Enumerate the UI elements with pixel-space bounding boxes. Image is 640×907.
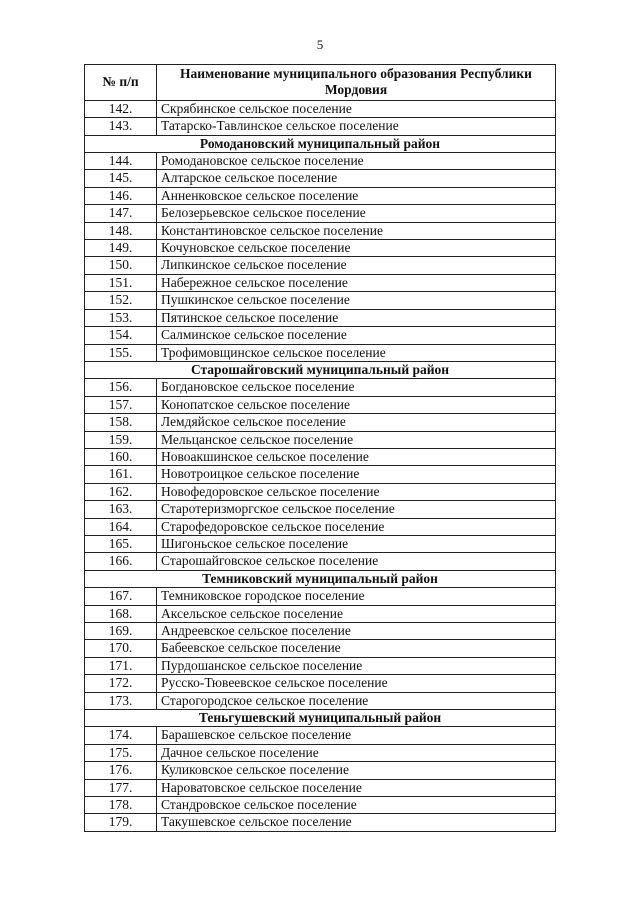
district-title: Старошайговский муниципальный район [85,361,556,378]
table-row [85,518,556,535]
municipality-name: Андреевское сельское поселение [157,623,556,640]
municipality-name: Такушевское сельское поселение [157,814,556,831]
row-number: 146. [85,187,157,204]
row-number: 167. [85,588,157,605]
municipality-name: Пушкинское сельское поселение [157,292,556,309]
municipality-name: Новофедоровское сельское поселение [157,483,556,500]
row-number: 178. [85,797,157,814]
municipality-name: Пурдошанское сельское поселение [157,657,556,674]
table-row [85,257,556,274]
municipality-name: Новотроицкое сельское поселение [157,466,556,483]
table-row [85,535,556,552]
table-row [85,396,556,413]
municipality-name: Старотеризморгское сельское поселение [157,501,556,518]
row-number: 152. [85,292,157,309]
table-row [85,292,556,309]
table-row [85,727,556,744]
municipality-name: Стандровское сельское поселение [157,797,556,814]
table-row [85,501,556,518]
row-number: 162. [85,483,157,500]
row-number: 145. [85,170,157,187]
municipality-name: Алтарское сельское поселение [157,170,556,187]
row-number: 143. [85,118,157,135]
municipality-name: Ромодановское сельское поселение [157,153,556,170]
table-row [85,623,556,640]
table-row [85,118,556,135]
page-number: 5 [316,37,324,52]
table-row [85,657,556,674]
table-row [85,779,556,796]
table-row [85,744,556,761]
row-number: 163. [85,501,157,518]
municipality-name: Лемдяйское сельское поселение [157,414,556,431]
row-number: 174. [85,727,157,744]
table-row [85,588,556,605]
row-number: 176. [85,762,157,779]
row-number: 168. [85,605,157,622]
row-number: 148. [85,222,157,239]
municipality-name: Нароватовское сельское поселение [157,779,556,796]
row-number: 156. [85,379,157,396]
district-title: Ромодановский муниципальный район [85,135,556,152]
municipality-name: Кочуновское сельское поселение [157,240,556,257]
table-row [85,205,556,222]
table-row [85,640,556,657]
district-title: Теньгушевский муниципальный район [85,710,556,727]
row-number: 179. [85,814,157,831]
row-number: 151. [85,274,157,291]
row-number: 169. [85,623,157,640]
municipality-name: Аксельское сельское поселение [157,605,556,622]
row-number: 160. [85,448,157,465]
municipality-name: Старошайговское сельское поселение [157,553,556,570]
column-header-name: Наименование муниципального образования Республики Мордовия [157,65,556,101]
row-number: 154. [85,327,157,344]
municipality-name: Русско-Тювеевское сельское поселение [157,675,556,692]
district-section-row [85,570,556,587]
table-row [85,414,556,431]
table-row [85,327,556,344]
row-number: 161. [85,466,157,483]
table-row [85,675,556,692]
row-number: 149. [85,240,157,257]
row-number: 158. [85,414,157,431]
municipality-name: Шигоньское сельское поселение [157,535,556,552]
table-row [85,379,556,396]
municipality-name: Конопатское сельское поселение [157,396,556,413]
row-number: 142. [85,100,157,117]
row-number: 153. [85,309,157,326]
table-row [85,240,556,257]
table-row [85,762,556,779]
table-row [85,605,556,622]
table-row [85,431,556,448]
table-row [85,187,556,204]
table-row [85,344,556,361]
table-body [85,100,556,831]
row-number: 175. [85,744,157,761]
municipality-name: Липкинское сельское поселение [157,257,556,274]
table-row [85,814,556,831]
district-title: Темниковский муниципальный район [85,570,556,587]
row-number: 170. [85,640,157,657]
municipality-name: Пятинское сельское поселение [157,309,556,326]
row-number: 164. [85,518,157,535]
row-number: 171. [85,657,157,674]
table-header-row [85,65,556,101]
district-section-row [85,361,556,378]
row-number: 157. [85,396,157,413]
table-row [85,309,556,326]
municipality-name: Богдановское сельское поселение [157,379,556,396]
table-row [85,100,556,117]
municipality-name: Набережное сельское поселение [157,274,556,291]
table-row [85,222,556,239]
row-number: 159. [85,431,157,448]
municipality-name: Старогородское сельское поселение [157,692,556,709]
table-row [85,274,556,291]
municipalities-table [84,64,556,832]
municipality-name: Татарско-Тавлинское сельское поселение [157,118,556,135]
row-number: 166. [85,553,157,570]
table-row [85,553,556,570]
municipality-name: Дачное сельское поселение [157,744,556,761]
table-row [85,170,556,187]
municipality-name: Трофимовщинское сельское поселение [157,344,556,361]
municipality-name: Скрябинское сельское поселение [157,100,556,117]
table-row [85,153,556,170]
table-row [85,448,556,465]
municipality-name: Белозерьевское сельское поселение [157,205,556,222]
district-section-row [85,135,556,152]
row-number: 165. [85,535,157,552]
column-header-number: № п/п [85,65,157,101]
row-number: 155. [85,344,157,361]
municipality-name: Анненковское сельское поселение [157,187,556,204]
table-row [85,466,556,483]
municipality-name: Новоакшинское сельское поселение [157,448,556,465]
row-number: 177. [85,779,157,796]
table-row [85,797,556,814]
municipality-name: Бабеевское сельское поселение [157,640,556,657]
municipality-name: Темниковское городское поселение [157,588,556,605]
municipality-name: Старофедоровское сельское поселение [157,518,556,535]
municipality-name: Куликовское сельское поселение [157,762,556,779]
municipality-name: Салминское сельское поселение [157,327,556,344]
row-number: 147. [85,205,157,222]
row-number: 173. [85,692,157,709]
district-section-row [85,710,556,727]
row-number: 172. [85,675,157,692]
row-number: 144. [85,153,157,170]
table-row [85,692,556,709]
municipality-name: Мельцанское сельское поселение [157,431,556,448]
row-number: 150. [85,257,157,274]
municipality-name: Барашевское сельское поселение [157,727,556,744]
table-row [85,483,556,500]
municipality-name: Константиновское сельское поселение [157,222,556,239]
